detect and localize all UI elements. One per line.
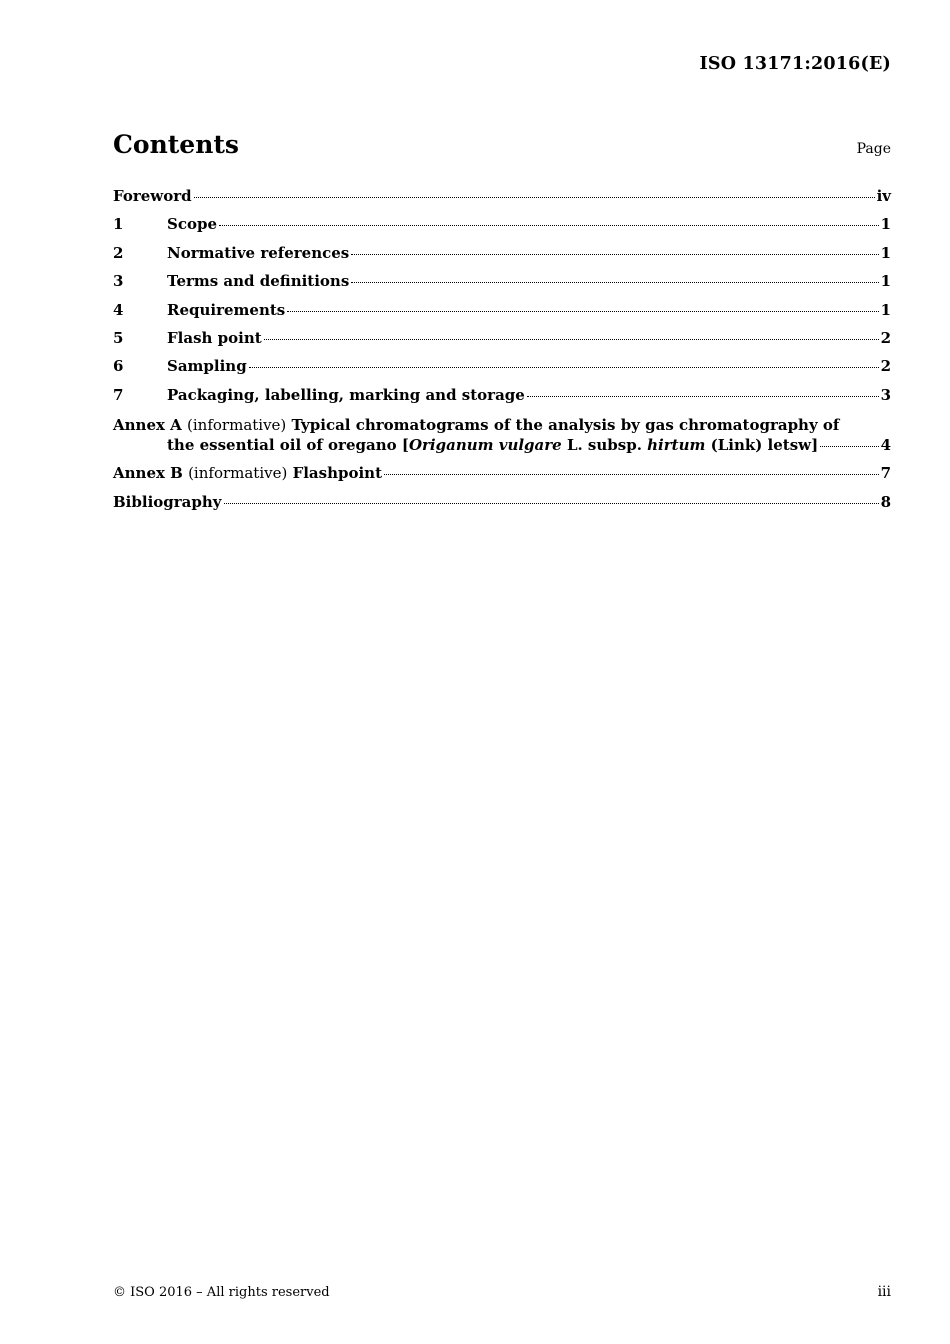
annex-a-second-line [113,435,891,455]
annex-a-title-line1: Typical chromatograms of the analysis by gas chromatography of [291,416,840,435]
toc-entry-page: 1 [880,243,891,262]
annex-b-title: Flashpoint [292,464,383,483]
toc-entry-annex-a[interactable] [113,415,891,455]
toc-entry-number: 1 [113,215,124,234]
toc-entry-label: Foreword [113,187,192,205]
toc-entry-page: 8 [880,492,891,511]
toc-entry-number: 4 [113,300,124,319]
toc-entry-number: 6 [113,357,124,376]
toc-entry-number: 3 [113,272,124,291]
toc-entry-scope[interactable] [113,213,891,241]
toc-entry-label: Terms and definitions [167,272,350,291]
annex-a-title-part: L. subsp. [561,436,648,455]
toc-entry-annex-b[interactable] [113,462,891,490]
dot-leader [351,282,878,283]
toc-entry-label [113,462,382,484]
toc-entry-number: 5 [113,328,124,347]
toc-entry-packaging[interactable] [113,384,891,412]
annex-a-title-part: (Link) letsw] [705,436,819,455]
toc-entry-page: 2 [880,328,891,347]
toc-entry-foreword[interactable] [113,185,891,213]
contents-heading: Contents [113,130,240,159]
annex-b-prefix: Annex B [113,464,183,483]
toc-entry-requirements[interactable] [113,299,891,327]
annex-b-qualifier: (informative) [188,464,288,483]
toc-entry-page: 1 [880,300,891,319]
toc-entry-label: Requirements [167,300,286,319]
toc-entry-label: Flash point [167,328,262,347]
toc-entry-label: Normative references [167,243,350,262]
footer-page-number: iii [877,1284,891,1300]
dot-leader [820,446,878,447]
dot-leader [219,225,879,226]
toc-entry-page: 1 [880,272,891,291]
toc-entry-bibliography[interactable] [113,491,891,519]
toc-entry-page: 3 [880,385,891,404]
toc-entry-page: iv [876,187,891,205]
annex-a-title-part: the essential oil of oregano [ [167,436,409,455]
dot-leader [224,503,879,504]
toc-entry-flash-point[interactable] [113,327,891,355]
toc-entry-number: 7 [113,385,124,404]
document-identifier: ISO 13171:2016(E) [699,54,891,74]
footer-copyright: © ISO 2016 – All rights reserved [113,1285,330,1300]
dot-leader [264,339,879,340]
toc-entry-normative-references[interactable] [113,242,891,270]
dot-leader [527,396,879,397]
toc-entry-terms-and-definitions[interactable] [113,270,891,298]
annex-a-first-line [113,415,891,435]
toc-entry-number: 2 [113,243,124,262]
toc-entry-label: Sampling [167,357,247,376]
annex-a-subspecies-name: hirtum [647,436,706,455]
toc-entry-label: Bibliography [113,492,222,511]
dot-leader [287,311,878,312]
toc-entry-label: Packaging, labelling, marking and storage [167,385,525,404]
toc-entry-sampling[interactable] [113,355,891,383]
dot-leader [249,367,879,368]
page-column-label: Page [856,141,891,157]
dot-leader [351,254,878,255]
annex-a-title-line2 [167,435,818,455]
annex-a-species-name: Origanum vulgare [408,436,562,455]
annex-a-prefix: Annex A [113,416,182,435]
toc-entry-page: 7 [880,464,891,483]
toc-entry-page: 4 [880,436,891,455]
table-of-contents [113,185,891,519]
toc-entry-page: 1 [880,215,891,234]
toc-entry-label: Scope [167,215,218,234]
dot-leader [384,474,879,475]
dot-leader [194,197,875,198]
annex-a-qualifier: (informative) [187,416,287,435]
toc-entry-page: 2 [880,357,891,376]
